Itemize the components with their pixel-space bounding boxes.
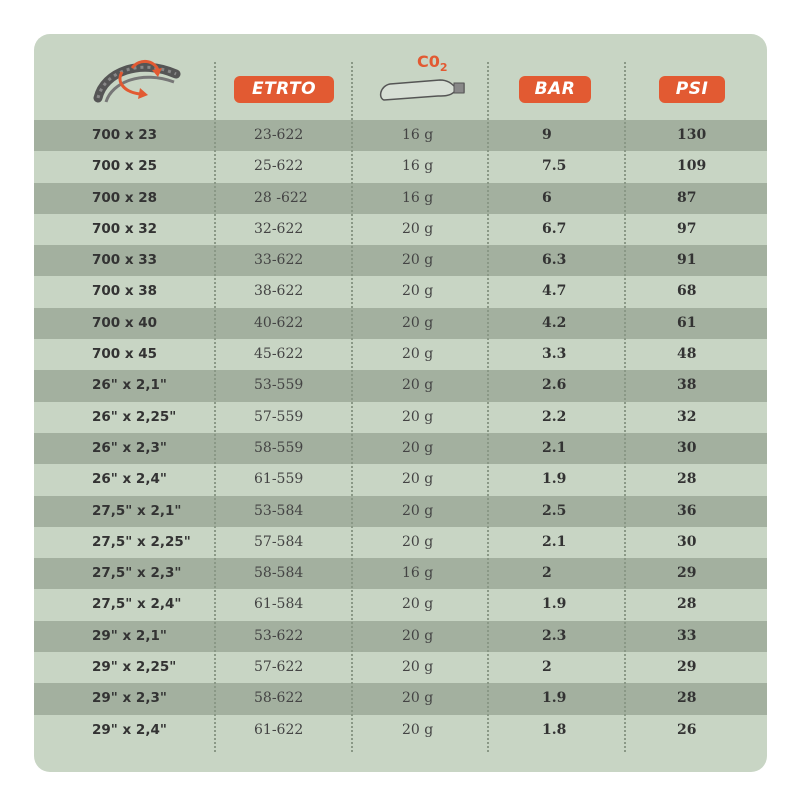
psi-cell: 97 [677,220,697,237]
co2-cell: 20 g [402,471,434,488]
psi-cell: 33 [677,627,697,644]
etrto-cell: 53-559 [254,377,304,394]
size-cell: 700 x 40 [92,314,158,331]
bar-cell: 2.1 [542,439,567,456]
bar-cell: 1.9 [542,471,567,488]
table-row [34,621,767,652]
size-cell: 29" x 2,3" [92,690,167,707]
etrto-cell: 61-622 [254,721,304,738]
co2-cell: 16 g [402,565,434,582]
psi-cell: 36 [677,502,697,519]
co2-cartridge-icon [376,74,468,106]
co2-cell: 20 g [402,346,434,363]
bar-cell: 1.8 [542,721,567,738]
bar-cell: 2.6 [542,377,567,394]
co2-cell: 20 g [402,502,434,519]
psi-cell: 38 [677,377,697,394]
psi-cell: 61 [677,314,697,331]
size-cell: 27,5" x 2,25" [92,533,191,550]
etrto-cell: 23-622 [254,127,304,143]
co2-cell: 20 g [402,314,434,331]
co2-cell: 20 g [402,220,434,237]
column-divider [351,62,353,752]
bar-cell: 2.1 [542,533,567,550]
etrto-cell: 61-559 [254,471,304,488]
co2-cell: 20 g [402,721,434,738]
co2-cell: 16 g [402,158,434,175]
bar-cell: 7.5 [542,158,567,175]
table-row [34,214,767,245]
table-header [34,34,767,120]
table-row [34,151,767,182]
psi-cell: 28 [677,471,697,488]
psi-cell: 30 [677,533,697,550]
etrto-cell: 25-622 [254,158,304,175]
table-row [34,402,767,433]
size-cell: 27,5" x 2,1" [92,502,182,519]
size-cell: 26" x 2,3" [92,439,167,456]
size-cell: 700 x 38 [92,283,158,300]
table-row [34,183,767,214]
bar-cell: 2 [542,659,552,676]
psi-cell: 30 [677,439,697,456]
etrto-cell: 38-622 [254,283,304,300]
etrto-cell: 57-584 [254,533,304,550]
etrto-cell: 40-622 [254,314,304,331]
table-row [34,276,767,307]
psi-cell: 109 [677,158,707,175]
size-cell: 29" x 2,1" [92,627,167,644]
table-row [34,339,767,370]
bar-cell: 3.3 [542,346,567,363]
etrto-cell: 53-584 [254,502,304,519]
etrto-cell: 58-584 [254,565,304,582]
bar-cell: 2.2 [542,408,567,425]
etrto-cell: 53-622 [254,627,304,644]
table-row [34,558,767,589]
co2-cell: 20 g [402,533,434,550]
co2-cell: 20 g [402,408,434,425]
tyre-pressure-table [34,34,767,772]
psi-cell: 32 [677,408,697,425]
size-cell: 27,5" x 2,4" [92,596,182,613]
etrto-cell: 33-622 [254,252,304,269]
etrto-cell: 61-584 [254,596,304,613]
psi-cell: 87 [677,189,697,206]
psi-cell: 130 [677,127,707,143]
etrto-cell: 57-622 [254,659,304,676]
etrto-cell: 45-622 [254,346,304,363]
co2-cell: 20 g [402,252,434,269]
bar-cell: 2.5 [542,502,567,519]
size-cell: 29" x 2,25" [92,659,177,676]
co2-cell: 20 g [402,659,434,676]
column-divider [214,62,216,752]
size-cell: 26" x 2,25" [92,408,177,425]
column-divider [487,62,489,752]
column-divider [624,62,626,752]
etrto-header: ETRTO [234,76,334,103]
co2-cell: 20 g [402,283,434,300]
psi-header: PSI [659,76,725,103]
bar-cell: 6.3 [542,252,567,269]
co2-cell: 16 g [402,127,434,143]
etrto-cell: 28 -622 [254,189,308,206]
bar-cell: 1.9 [542,596,567,613]
psi-cell: 28 [677,690,697,707]
size-cell: 700 x 32 [92,220,158,237]
psi-cell: 91 [677,252,697,269]
size-cell: 26" x 2,4" [92,471,167,488]
co2-header: $C0_2$ [417,52,448,75]
table-row [34,683,767,714]
size-cell: 700 x 25 [92,158,158,175]
co2-cell: 20 g [402,377,434,394]
table-row [34,496,767,527]
size-cell: 29" x 2,4" [92,721,167,738]
bar-header: BAR [519,76,591,103]
bar-cell: 1.9 [542,690,567,707]
table-row [34,433,767,464]
psi-cell: 68 [677,283,697,300]
psi-cell: 26 [677,721,697,738]
bar-cell: 2 [542,565,552,582]
table-row [34,120,767,151]
size-cell: 26" x 2,1" [92,377,167,394]
co2-cell: 20 g [402,627,434,644]
bar-cell: 9 [542,127,552,143]
size-cell: 700 x 45 [92,346,158,363]
bar-cell: 4.2 [542,314,567,331]
co2-cell: 16 g [402,189,434,206]
co2-cell: 20 g [402,596,434,613]
table-row [34,308,767,339]
size-cell: 700 x 33 [92,252,158,269]
psi-cell: 28 [677,596,697,613]
bar-cell: 6 [542,189,552,206]
tyre-rotation-icon [92,52,188,106]
etrto-cell: 57-559 [254,408,304,425]
size-cell: 27,5" x 2,3" [92,565,182,582]
size-cell: 700 x 23 [92,127,158,143]
table-row [34,464,767,495]
table-row [34,370,767,401]
table-row [34,527,767,558]
co2-cell: 20 g [402,439,434,456]
co2-cell: 20 g [402,690,434,707]
psi-cell: 48 [677,346,697,363]
etrto-cell: 58-559 [254,439,304,456]
psi-cell: 29 [677,565,697,582]
etrto-cell: 58-622 [254,690,304,707]
table-body [34,120,767,746]
etrto-cell: 32-622 [254,220,304,237]
bar-cell: 4.7 [542,283,567,300]
bar-cell: 2.3 [542,627,567,644]
table-row [34,715,767,746]
table-row [34,589,767,620]
size-cell: 700 x 28 [92,189,158,206]
psi-cell: 29 [677,659,697,676]
bar-cell: 6.7 [542,220,567,237]
table-row [34,245,767,276]
table-row [34,652,767,683]
